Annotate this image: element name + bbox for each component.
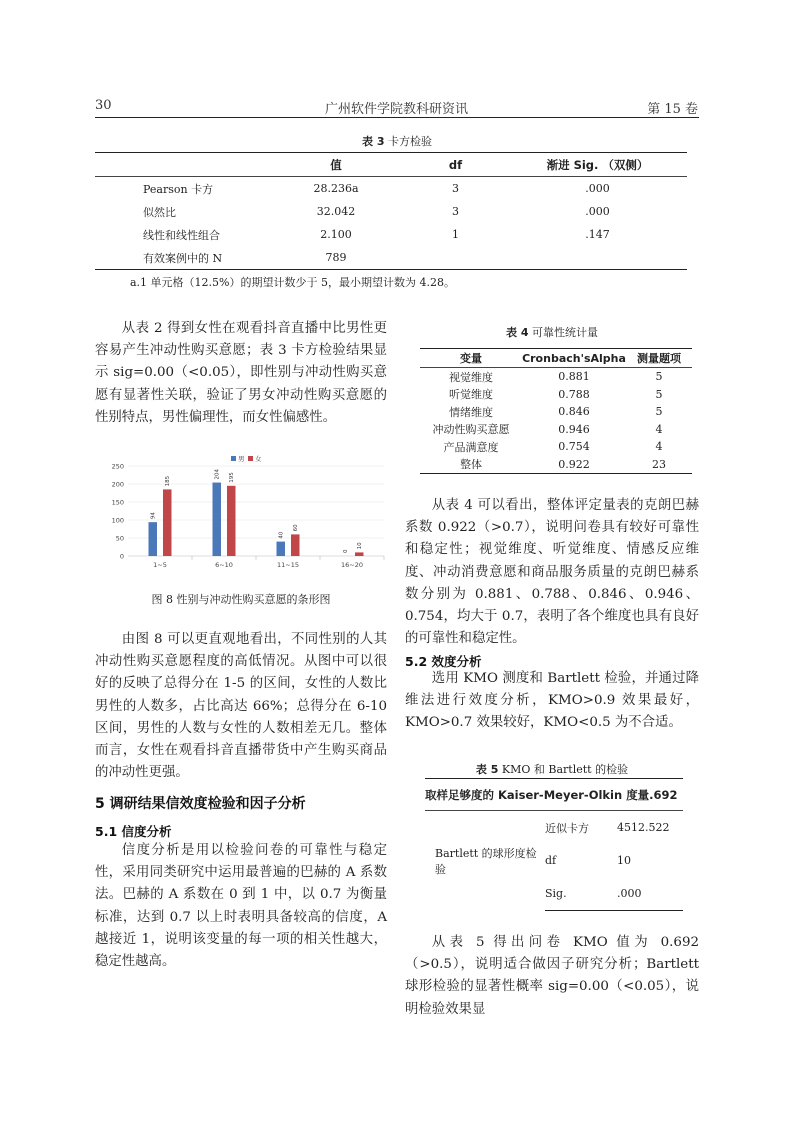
chart-bars <box>149 469 364 556</box>
left-paragraph-2: 由图 8 可以更直观地看出，不同性别的人其冲动性购买意愿程度的高低情况。从图中可以很好的反映了总得分在 1-5 的区间，女性的人数比男性的人数多，占比高达 66%；总得分在 6-10 区间，男性的人数与女性的人数相差无几。整体而言，女性在观看抖音直播带货中产生购买商品的冲动性更强。 <box>95 632 387 781</box>
table-cell: Sig. <box>545 877 617 911</box>
table3-header-row <box>95 153 687 177</box>
table-row <box>420 386 692 404</box>
table-cell: 2.100 <box>320 228 352 241</box>
table-row <box>420 368 692 386</box>
left-paragraph-1: 从表 2 得到女性在观看抖音直播中比男性更容易产生冲动性购买意愿；表 3 卡方检验结果显示 sig=0.00（<0.05），即性别与冲动性购买意愿有显著性关联，验证了男女冲动性购买意愿的性别特点，男性偏理性，而女性偏感性。 <box>95 321 387 425</box>
section52-heading: 5.2 效度分析 <box>405 654 482 669</box>
table5-top-row <box>425 779 683 811</box>
page-number: 30 <box>95 98 112 113</box>
table-cell: 10 <box>617 854 631 867</box>
table-cell <box>508 246 687 270</box>
figure8-caption: 图 8 性别与冲动性购买意愿的条形图 <box>151 593 331 606</box>
header-rule <box>95 117 699 118</box>
table-cell: 整体 <box>420 456 522 474</box>
x-tick-label: 11~15 <box>277 561 299 569</box>
section5-heading: 5 调研结果信效度检验和因子分析 <box>95 796 306 812</box>
bar-male <box>277 542 286 556</box>
table4 <box>420 348 692 474</box>
table4-caption: 表 4 可靠性统计量 <box>506 326 598 339</box>
table5 <box>425 778 683 911</box>
bar-female <box>227 486 236 556</box>
table-row <box>420 403 692 421</box>
data-label: 40 <box>278 531 285 539</box>
y-tick-label: 150 <box>111 498 124 507</box>
table3 <box>95 152 687 270</box>
table5-caption: 表 5 KMO 和 Bartlett 的检验 <box>475 763 629 776</box>
table4-header-row <box>420 349 692 368</box>
table3-header-cell <box>95 153 269 177</box>
table5-group-label: Bartlett 的球形度检验 <box>435 846 537 876</box>
table-cell: 5 <box>655 387 663 401</box>
table3-header-cell: df <box>403 153 508 177</box>
table-cell: 5 <box>655 370 663 384</box>
table-cell: 32.042 <box>316 205 356 218</box>
left-paragraph-3: 信度分析是用以检验问卷的可靠性与稳定性，采用同类研究中运用最普遍的巴赫的 A 系数法。巴赫的 A 系数在 0 到 1 中，以 0.7 为衡量标准，达到 0.7 以上时表明具备较高的信度，A 越接近 1，说明该变量的每一项的相关性越大，稳定性越高。 <box>95 843 387 970</box>
table5-kmo-cell: 取样足够度的 Kaiser-Meyer-Olkin 度量.692 <box>425 779 683 811</box>
table-cell: 0.946 <box>558 422 590 436</box>
table-row <box>420 456 692 474</box>
right-paragraph-3: 从表 5 得出问卷 KMO 值为 0.692（>0.5），说明适合做因子研究分析；Bartlett 球形检验的显著性概率 sig=0.00（<0.05），说明检验效果显 <box>405 935 699 1017</box>
table-cell: 4 <box>655 440 663 454</box>
bar-female <box>163 489 172 556</box>
table-cell: .000 <box>585 205 610 218</box>
table-cell: 听觉维度 <box>449 388 493 402</box>
data-label: 185 <box>165 475 172 487</box>
table-cell: 0.788 <box>558 387 590 401</box>
data-label: 195 <box>229 472 236 483</box>
table-cell: 近似卡方 <box>545 821 589 835</box>
table-cell: 1 <box>452 228 459 241</box>
y-tick-label: 100 <box>111 516 124 525</box>
table-cell: 3 <box>452 182 459 195</box>
volume-label: 第 15 卷 <box>647 102 698 117</box>
table-cell: 0.846 <box>558 405 590 419</box>
table-cell: 视觉维度 <box>449 370 493 384</box>
table3-caption: 表 3 卡方检验 <box>362 135 432 148</box>
section51-heading: 5.1 信度分析 <box>95 824 172 839</box>
table-cell: 23 <box>626 456 692 474</box>
table-row <box>425 811 683 845</box>
table-cell: 789 <box>269 246 403 270</box>
table-cell: Pearson 卡方 <box>143 182 214 196</box>
bar-chart-svg <box>104 452 386 574</box>
legend-label-male: 男 <box>238 455 245 463</box>
table-cell: 线性和线性组合 <box>143 228 220 242</box>
table-cell: 情绪维度 <box>449 405 493 419</box>
data-label: 204 <box>214 469 221 480</box>
table-cell: 0.754 <box>558 440 590 454</box>
table-cell: 冲动性购买意愿 <box>432 423 510 437</box>
table-row <box>95 200 687 223</box>
x-tick-label: 6~10 <box>215 561 233 569</box>
table-cell: .147 <box>585 228 610 241</box>
table3-header-cell: 渐进 Sig. （双侧） <box>508 153 687 177</box>
legend-swatch-female <box>248 456 253 461</box>
table-cell: 28.236a <box>313 182 359 195</box>
table-cell: 0.881 <box>558 370 590 384</box>
table-row <box>95 223 687 246</box>
data-label: 94 <box>150 512 157 520</box>
bar-male <box>149 522 158 556</box>
table4-header-cell: 测量题项 <box>626 349 692 368</box>
table4-header-cell: 变量 <box>420 349 522 368</box>
table4-header-cell: Cronbach'sAlpha <box>522 349 626 368</box>
table-cell: 0.922 <box>522 456 626 474</box>
x-axis-ticks <box>153 561 363 569</box>
right-paragraph-2: 选用 KMO 测度和 Bartlett 检验，并通过降维法进行效度分析，KMO>0.9 效果最好，KMO>0.7 效果较好，KMO<0.5 为不合适。 <box>405 671 699 731</box>
table-cell: 有效案例中的 N <box>95 246 269 270</box>
table-cell: 产品满意度 <box>443 440 499 454</box>
table-row <box>95 246 687 270</box>
table-cell <box>403 246 508 270</box>
y-tick-label: 200 <box>111 480 124 489</box>
table-row <box>95 177 687 201</box>
bar-female <box>291 534 300 556</box>
bar-female <box>355 552 364 556</box>
table3-note: a.1 单元格（12.5%）的期望计数少于 5，最小期望计数为 4.28。 <box>130 276 455 289</box>
data-label: 60 <box>293 524 300 532</box>
y-tick-label: 0 <box>119 552 124 561</box>
bar-male <box>213 483 222 556</box>
table-cell: 5 <box>655 405 663 419</box>
table-row <box>420 438 692 456</box>
table-cell: df <box>545 854 557 867</box>
x-tick-label: 16~20 <box>341 561 363 569</box>
table-row <box>420 421 692 439</box>
right-paragraph-1: 从表 4 可以看出，整体评定量表的克朗巴赫系数 0.922（>0.7），说明问卷具有较好可靠性和稳定性；视觉维度、听觉维度、情感反应维度、冲动消费意愿和商品服务质量的克朗巴赫系数分别为 0.881、0.788、0.846、0.946、0.754，均大于 0.7，表明了各个维度也具有良好的可靠性和稳定性。 <box>405 498 699 647</box>
data-label: 10 <box>357 542 364 550</box>
data-label: 0 <box>342 549 349 553</box>
table-cell: .000 <box>585 182 610 195</box>
table-cell: 4 <box>655 422 663 436</box>
legend-swatch-male <box>231 456 236 461</box>
legend-label-female: 女 <box>255 455 262 463</box>
y-axis-ticks <box>112 463 124 561</box>
table3-header-cell: 值 <box>269 153 403 177</box>
table-cell: .000 <box>617 877 683 911</box>
table-cell: 3 <box>452 205 459 218</box>
y-tick-label: 250 <box>111 462 124 471</box>
table-cell: 似然比 <box>143 205 176 219</box>
table-cell: 4512.522 <box>617 821 670 834</box>
journal-title: 广州软件学院教科研资讯 <box>324 102 468 117</box>
x-tick-label: 1~5 <box>153 561 167 569</box>
bar-chart <box>104 452 386 574</box>
y-tick-label: 50 <box>115 534 124 543</box>
